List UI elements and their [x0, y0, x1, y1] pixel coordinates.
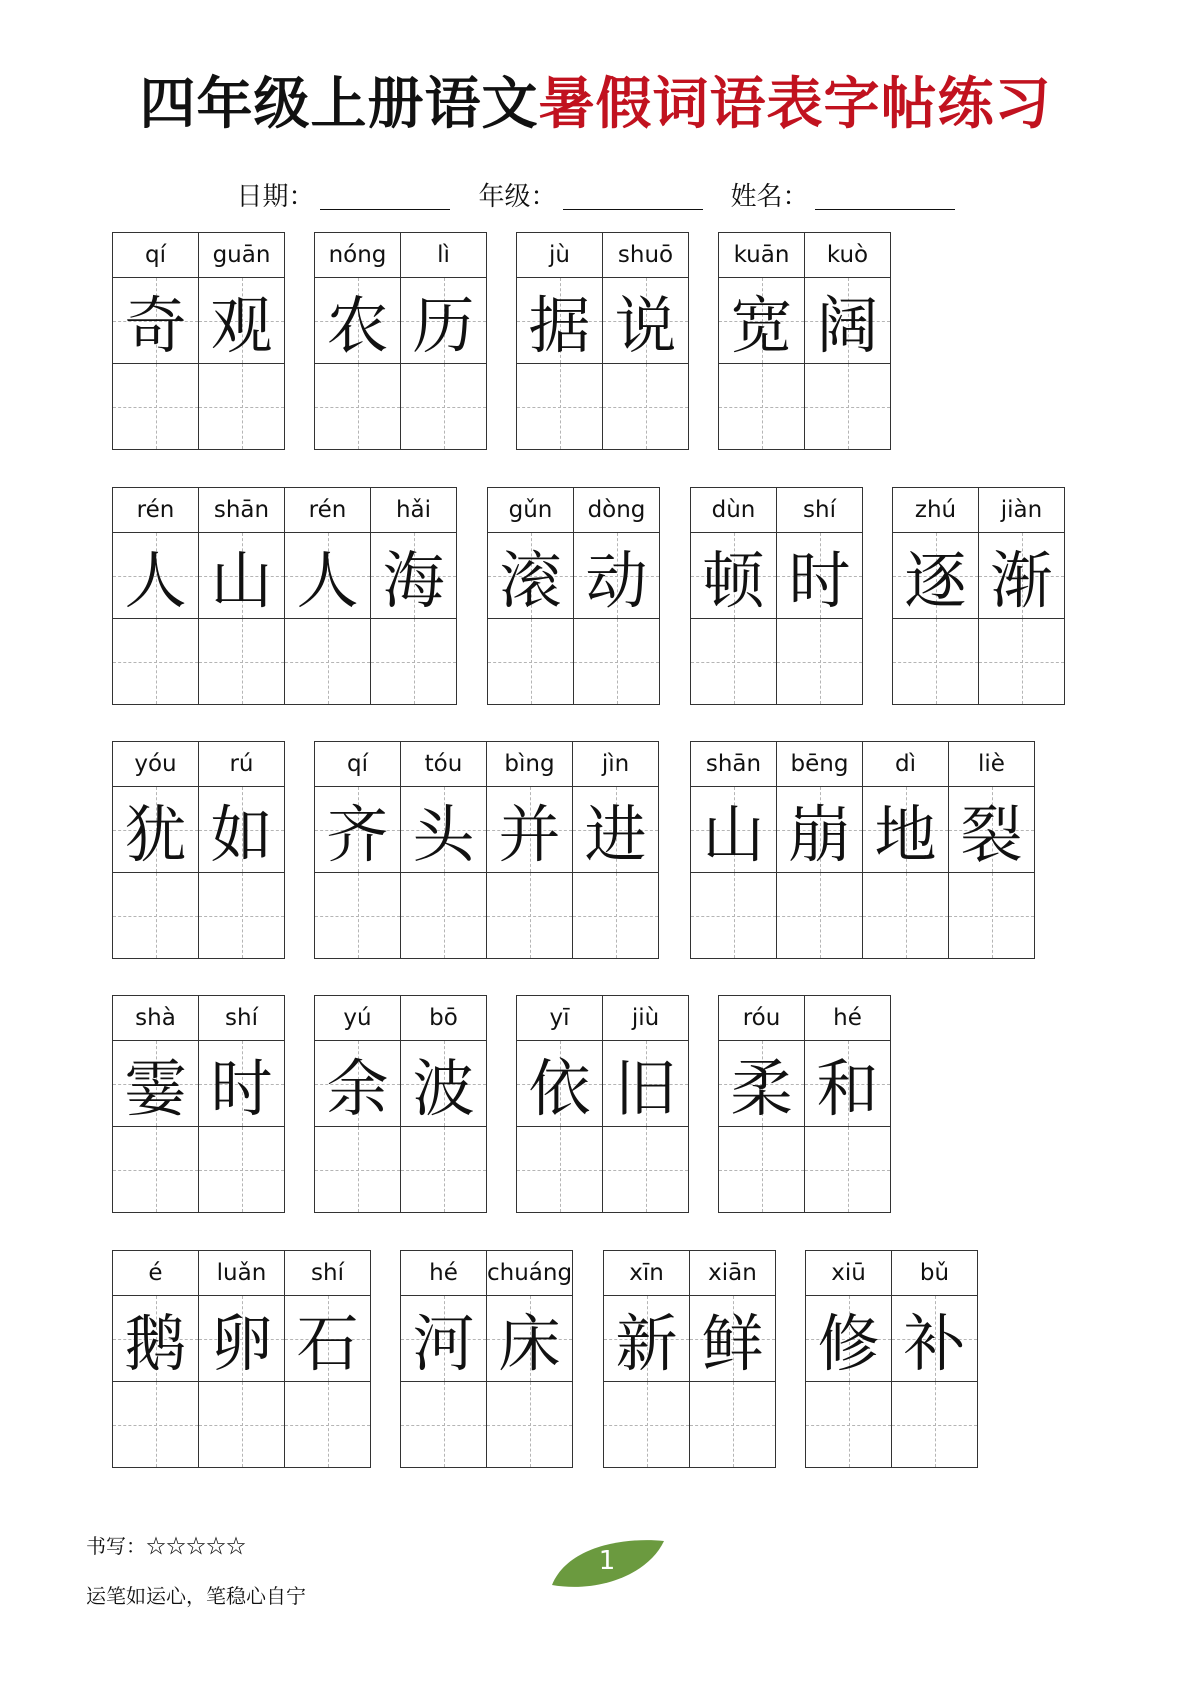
model-char-cell — [285, 533, 371, 619]
word-group — [112, 1250, 371, 1468]
rating-text: 书写：☆☆☆☆☆ — [86, 1534, 246, 1558]
char-column — [315, 996, 401, 1213]
page-number: 1 — [598, 1546, 616, 1576]
model-char-cell — [199, 1296, 285, 1382]
char-column — [488, 488, 574, 705]
title-black: 四年级上册语文 — [139, 72, 539, 137]
hanzi-char: 卵 — [210, 1307, 273, 1380]
pinyin-cell: guān — [199, 233, 285, 278]
practice-cell[interactable] — [401, 873, 487, 959]
pinyin-cell: zhú — [893, 488, 979, 533]
hanzi-char: 床 — [498, 1307, 561, 1380]
practice-cell[interactable] — [604, 1382, 690, 1468]
pinyin-cell: rén — [285, 488, 371, 533]
practice-cell[interactable] — [574, 619, 660, 705]
hanzi-char: 如 — [210, 798, 273, 871]
model-char-cell — [806, 1296, 892, 1382]
char-column — [777, 488, 863, 705]
hanzi-char: 进 — [584, 798, 647, 871]
pinyin-cell: yī — [517, 996, 603, 1041]
word-group — [516, 995, 689, 1213]
hanzi-char: 据 — [528, 289, 591, 362]
hanzi-char: 顿 — [702, 544, 765, 617]
hanzi-char: 人 — [124, 544, 187, 617]
model-char-cell — [401, 278, 487, 364]
practice-cell[interactable] — [979, 619, 1065, 705]
pinyin-cell: shān — [199, 488, 285, 533]
hanzi-char: 观 — [210, 289, 273, 362]
hanzi-char: 渐 — [990, 544, 1053, 617]
pinyin-cell: tóu — [401, 742, 487, 787]
hanzi-char: 历 — [412, 289, 475, 362]
hanzi-char: 新 — [615, 1307, 678, 1380]
hanzi-char: 地 — [874, 798, 937, 871]
pinyin-cell: róu — [719, 996, 805, 1041]
model-char-cell — [893, 533, 979, 619]
hanzi-char: 依 — [528, 1052, 591, 1125]
char-column — [401, 742, 487, 959]
model-char-cell — [285, 1296, 371, 1382]
pinyin-cell: xīn — [604, 1251, 690, 1296]
practice-cell[interactable] — [199, 1127, 285, 1213]
char-column — [719, 233, 805, 450]
practice-cell[interactable] — [777, 873, 863, 959]
pinyin-cell: lì — [401, 233, 487, 278]
practice-cell[interactable] — [777, 619, 863, 705]
char-column — [805, 996, 891, 1213]
hanzi-char: 时 — [210, 1052, 273, 1125]
practice-cell[interactable] — [113, 873, 199, 959]
char-column — [199, 996, 285, 1213]
pinyin-cell: nóng — [315, 233, 401, 278]
char-column — [690, 1251, 776, 1468]
hanzi-char: 犹 — [124, 798, 187, 871]
practice-cell[interactable] — [315, 873, 401, 959]
model-char-cell — [574, 533, 660, 619]
hanzi-char: 裂 — [960, 798, 1023, 871]
name-blank[interactable] — [815, 208, 955, 210]
char-column — [573, 742, 659, 959]
model-char-cell — [690, 1296, 776, 1382]
practice-cell[interactable] — [805, 1127, 891, 1213]
pinyin-cell: qí — [315, 742, 401, 787]
practice-cell[interactable] — [719, 364, 805, 450]
pinyin-cell: bō — [401, 996, 487, 1041]
hanzi-char: 补 — [903, 1307, 966, 1380]
model-char-cell — [719, 1041, 805, 1127]
char-column — [603, 996, 689, 1213]
word-group — [112, 487, 457, 705]
word-group — [112, 232, 285, 450]
pinyin-cell: xiān — [690, 1251, 776, 1296]
hanzi-char: 逐 — [904, 544, 967, 617]
hanzi-char: 阔 — [816, 289, 879, 362]
practice-cell[interactable] — [315, 364, 401, 450]
char-column — [113, 488, 199, 705]
hanzi-char: 鹅 — [124, 1307, 187, 1380]
practice-cell[interactable] — [285, 619, 371, 705]
word-group — [718, 232, 891, 450]
char-column — [199, 488, 285, 705]
pinyin-cell: shí — [285, 1251, 371, 1296]
word-group — [314, 232, 487, 450]
model-char-cell — [604, 1296, 690, 1382]
char-column — [892, 1251, 978, 1468]
practice-cell[interactable] — [401, 364, 487, 450]
word-group — [112, 995, 285, 1213]
practice-cell[interactable] — [806, 1382, 892, 1468]
char-column — [315, 233, 401, 450]
practice-cell[interactable] — [285, 1382, 371, 1468]
pinyin-cell: dùn — [691, 488, 777, 533]
practice-cell[interactable] — [401, 1382, 487, 1468]
grade-field[interactable] — [478, 180, 702, 214]
hanzi-char: 石 — [296, 1307, 359, 1380]
char-column — [487, 742, 573, 959]
practice-cell[interactable] — [199, 619, 285, 705]
pinyin-cell: liè — [949, 742, 1035, 787]
model-char-cell — [777, 787, 863, 873]
pinyin-cell: xiū — [806, 1251, 892, 1296]
word-group — [400, 1250, 573, 1468]
practice-cell[interactable] — [893, 619, 979, 705]
hanzi-char: 时 — [788, 544, 851, 617]
char-column — [113, 742, 199, 959]
char-column — [199, 233, 285, 450]
practice-cell[interactable] — [487, 873, 573, 959]
char-column — [199, 742, 285, 959]
pinyin-cell: jiàn — [979, 488, 1065, 533]
model-char-cell — [113, 1041, 199, 1127]
pinyin-cell: qí — [113, 233, 199, 278]
word-group — [516, 232, 689, 450]
model-char-cell — [371, 533, 457, 619]
pinyin-cell: yú — [315, 996, 401, 1041]
practice-cell[interactable] — [603, 1127, 689, 1213]
practice-cell[interactable] — [517, 364, 603, 450]
practice-cell[interactable] — [691, 619, 777, 705]
date-label: 日期： — [236, 182, 315, 212]
model-char-cell — [517, 278, 603, 364]
practice-cell[interactable] — [517, 1127, 603, 1213]
practice-cell[interactable] — [488, 619, 574, 705]
char-column — [113, 1251, 199, 1468]
model-char-cell — [401, 1296, 487, 1382]
hanzi-char: 河 — [412, 1307, 475, 1380]
model-char-cell — [113, 1296, 199, 1382]
model-char-cell — [113, 787, 199, 873]
practice-cell[interactable] — [603, 364, 689, 450]
name-field[interactable] — [731, 180, 955, 214]
practice-cell[interactable] — [892, 1382, 978, 1468]
word-group — [718, 995, 891, 1213]
practice-cell[interactable] — [113, 1382, 199, 1468]
model-char-cell — [199, 533, 285, 619]
hanzi-char: 滚 — [499, 544, 562, 617]
model-char-cell — [603, 278, 689, 364]
model-char-cell — [691, 533, 777, 619]
pinyin-cell: shí — [777, 488, 863, 533]
pinyin-cell: jiù — [603, 996, 689, 1041]
hanzi-char: 并 — [498, 798, 561, 871]
char-column — [401, 1251, 487, 1468]
word-group — [805, 1250, 978, 1468]
pinyin-cell: shà — [113, 996, 199, 1041]
practice-cell[interactable] — [863, 873, 949, 959]
char-column — [371, 488, 457, 705]
hanzi-char: 霎 — [124, 1052, 187, 1125]
title-red: 暑假词语表字帖练习 — [538, 72, 1052, 137]
model-char-cell — [199, 278, 285, 364]
word-group — [690, 741, 1035, 959]
char-column — [863, 742, 949, 959]
model-char-cell — [401, 1041, 487, 1127]
hanzi-char: 头 — [412, 798, 475, 871]
model-char-cell — [113, 278, 199, 364]
pinyin-cell: chuáng — [487, 1251, 573, 1296]
char-column — [113, 996, 199, 1213]
date-field[interactable] — [236, 180, 450, 214]
model-char-cell — [805, 278, 891, 364]
hanzi-char: 旧 — [614, 1052, 677, 1125]
practice-cell[interactable] — [690, 1382, 776, 1468]
model-char-cell — [863, 787, 949, 873]
char-column — [517, 233, 603, 450]
char-column — [401, 996, 487, 1213]
word-group — [314, 741, 659, 959]
practice-cell[interactable] — [113, 364, 199, 450]
pinyin-cell: bǔ — [892, 1251, 978, 1296]
pinyin-cell: kuò — [805, 233, 891, 278]
model-char-cell — [199, 1041, 285, 1127]
word-group — [112, 741, 285, 959]
pinyin-cell: bìng — [487, 742, 573, 787]
model-char-cell — [777, 533, 863, 619]
pinyin-cell: jìn — [573, 742, 659, 787]
char-column — [401, 233, 487, 450]
motto-text: 运笔如运心，笔稳心自宁 — [86, 1584, 306, 1608]
word-group — [892, 487, 1065, 705]
hanzi-char: 和 — [816, 1052, 879, 1125]
pinyin-cell: hé — [805, 996, 891, 1041]
hanzi-char: 人 — [296, 544, 359, 617]
pinyin-cell: kuān — [719, 233, 805, 278]
practice-cell[interactable] — [199, 1382, 285, 1468]
model-char-cell — [199, 787, 285, 873]
hanzi-char: 农 — [326, 289, 389, 362]
date-blank[interactable] — [320, 208, 450, 210]
char-column — [719, 996, 805, 1213]
practice-cell[interactable] — [805, 364, 891, 450]
pinyin-cell: luǎn — [199, 1251, 285, 1296]
practice-cell[interactable] — [113, 619, 199, 705]
model-char-cell — [719, 278, 805, 364]
model-char-cell — [517, 1041, 603, 1127]
practice-cell[interactable] — [113, 1127, 199, 1213]
pinyin-cell: dòng — [574, 488, 660, 533]
hanzi-char: 鲜 — [701, 1307, 764, 1380]
hanzi-char: 波 — [412, 1052, 475, 1125]
model-char-cell — [401, 787, 487, 873]
model-char-cell — [691, 787, 777, 873]
char-column — [949, 742, 1035, 959]
grade-blank[interactable] — [563, 208, 703, 210]
hanzi-char: 海 — [382, 544, 445, 617]
char-column — [315, 742, 401, 959]
model-char-cell — [315, 278, 401, 364]
practice-cell[interactable] — [949, 873, 1035, 959]
char-column — [199, 1251, 285, 1468]
word-group — [314, 995, 487, 1213]
hanzi-char: 说 — [614, 289, 677, 362]
practice-cell[interactable] — [371, 619, 457, 705]
char-column — [691, 488, 777, 705]
hanzi-char: 修 — [817, 1307, 880, 1380]
word-group — [487, 487, 660, 705]
practice-cell[interactable] — [199, 873, 285, 959]
info-line — [0, 180, 1191, 214]
pinyin-cell: gǔn — [488, 488, 574, 533]
model-char-cell — [315, 1041, 401, 1127]
model-char-cell — [487, 1296, 573, 1382]
char-column — [805, 233, 891, 450]
char-column — [285, 488, 371, 705]
page-title — [0, 70, 1191, 140]
pinyin-cell: hé — [401, 1251, 487, 1296]
pinyin-cell: yóu — [113, 742, 199, 787]
model-char-cell — [805, 1041, 891, 1127]
hanzi-char: 宽 — [730, 289, 793, 362]
model-char-cell — [892, 1296, 978, 1382]
practice-cell[interactable] — [719, 1127, 805, 1213]
model-char-cell — [603, 1041, 689, 1127]
pinyin-cell: shuō — [603, 233, 689, 278]
model-char-cell — [487, 787, 573, 873]
char-column — [517, 996, 603, 1213]
practice-cell[interactable] — [199, 364, 285, 450]
hanzi-char: 崩 — [788, 798, 851, 871]
pinyin-cell: dì — [863, 742, 949, 787]
model-char-cell — [949, 787, 1035, 873]
pinyin-cell: shí — [199, 996, 285, 1041]
model-char-cell — [488, 533, 574, 619]
pinyin-cell: shān — [691, 742, 777, 787]
char-column — [113, 233, 199, 450]
practice-cell[interactable] — [573, 873, 659, 959]
char-column — [979, 488, 1065, 705]
model-char-cell — [315, 787, 401, 873]
practice-cell[interactable] — [315, 1127, 401, 1213]
char-column — [604, 1251, 690, 1468]
pinyin-cell: rén — [113, 488, 199, 533]
hanzi-char: 山 — [210, 544, 273, 617]
hanzi-char: 齐 — [326, 798, 389, 871]
practice-cell[interactable] — [401, 1127, 487, 1213]
hanzi-char: 动 — [585, 544, 648, 617]
hanzi-char: 柔 — [730, 1052, 793, 1125]
char-column — [574, 488, 660, 705]
name-label: 姓名： — [730, 182, 809, 212]
char-column — [487, 1251, 573, 1468]
hanzi-char: 奇 — [124, 289, 187, 362]
word-group — [690, 487, 863, 705]
model-char-cell — [113, 533, 199, 619]
practice-cell[interactable] — [487, 1382, 573, 1468]
pinyin-cell: jù — [517, 233, 603, 278]
hanzi-char: 山 — [702, 798, 765, 871]
char-column — [603, 233, 689, 450]
pinyin-cell: é — [113, 1251, 199, 1296]
model-char-cell — [573, 787, 659, 873]
char-column — [691, 742, 777, 959]
pinyin-cell: rú — [199, 742, 285, 787]
char-column — [806, 1251, 892, 1468]
hanzi-char: 余 — [326, 1052, 389, 1125]
pinyin-cell: hǎi — [371, 488, 457, 533]
grade-label: 年级： — [478, 182, 557, 212]
pinyin-cell: bēng — [777, 742, 863, 787]
char-column — [777, 742, 863, 959]
practice-cell[interactable] — [691, 873, 777, 959]
char-column — [285, 1251, 371, 1468]
word-group — [603, 1250, 776, 1468]
char-column — [893, 488, 979, 705]
model-char-cell — [979, 533, 1065, 619]
